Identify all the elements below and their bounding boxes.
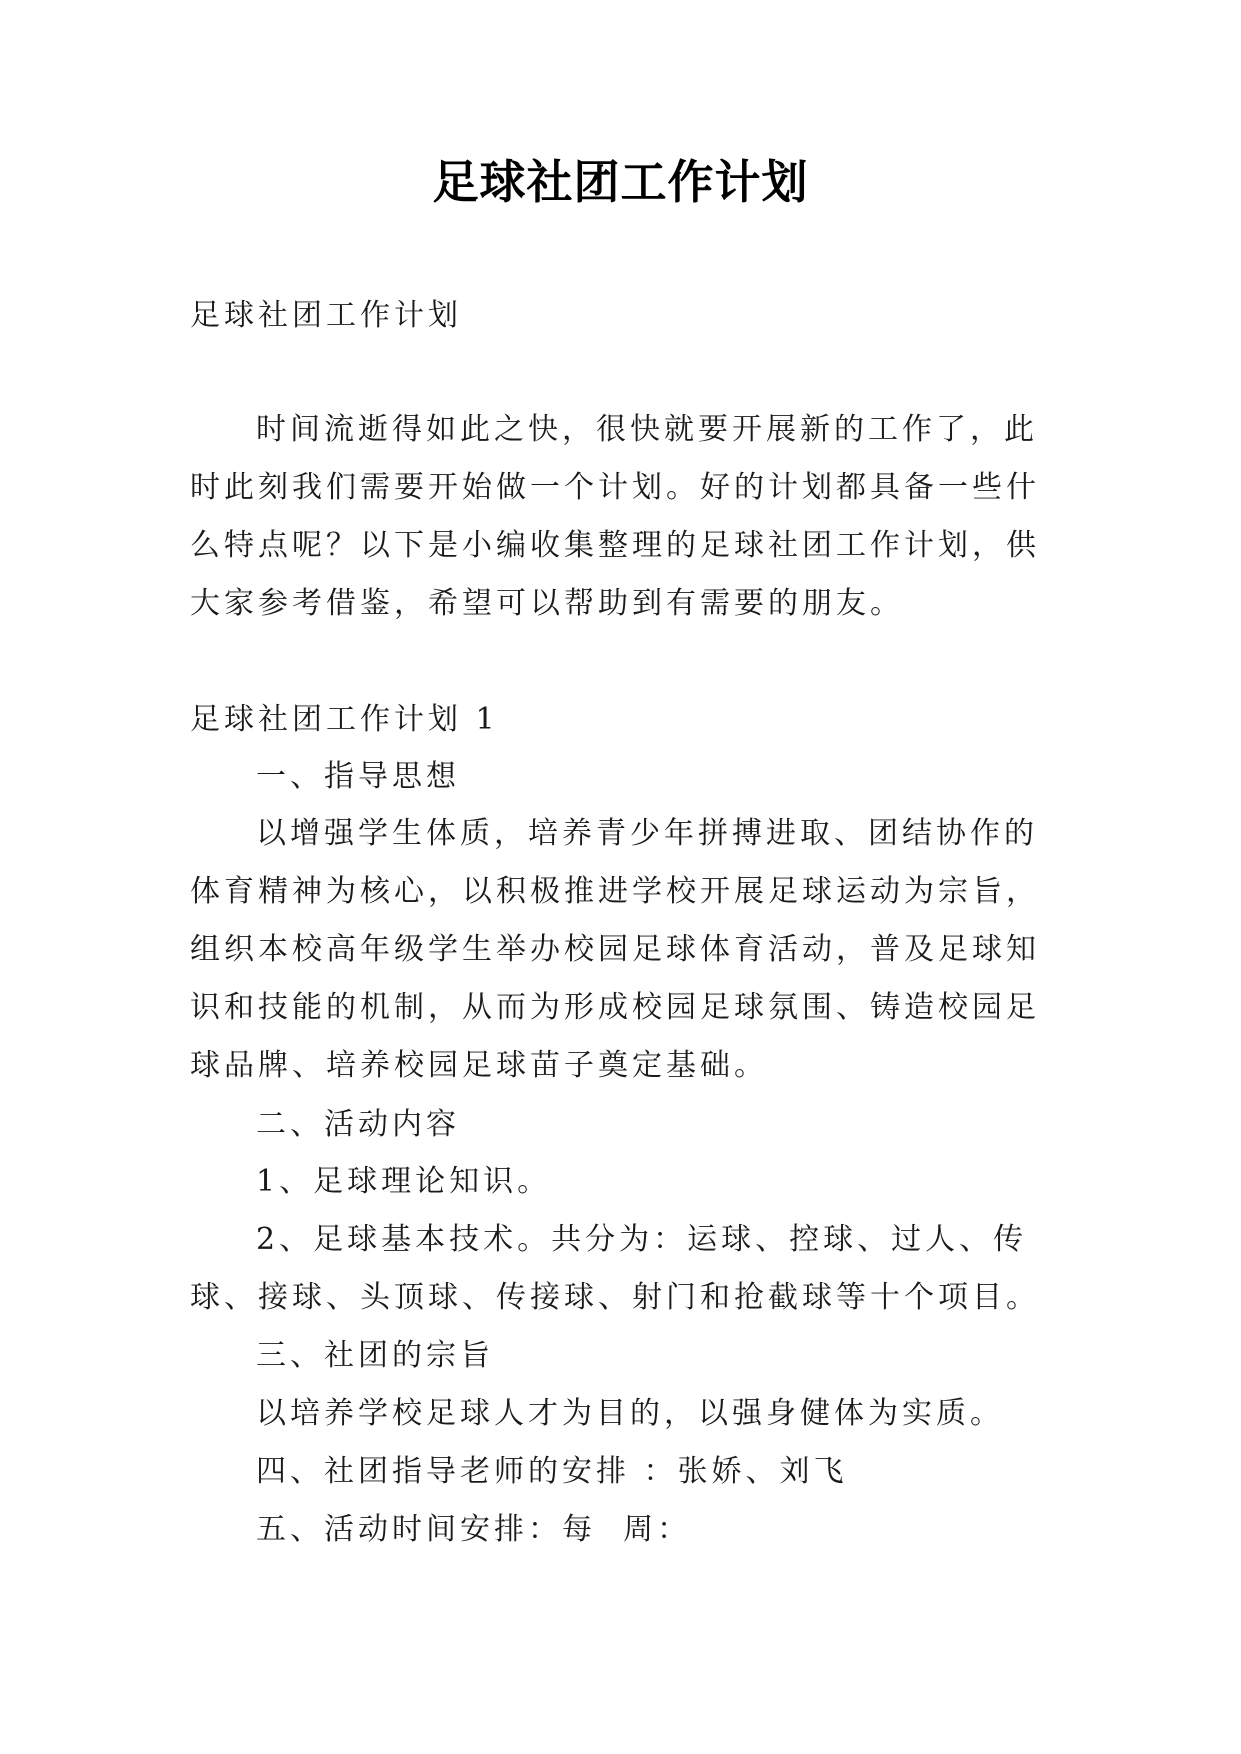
guiding-paragraph: 以增强学生体质，培养青少年拼搏进取、团结协作的体育精神为核心，以积极推进学校开展足球运动为宗旨，组织本校高年级学生举办校园足球体育活动，普及足球知识和技能的机制，从而为形成校园足球氛围、铸造校园足球品牌、培养校园足球苗子奠定基础。	[190, 816, 1040, 1083]
purpose-text: 以培养学校足球人才为目的，以强身健体为实质。	[256, 1396, 1004, 1431]
guiding-heading: 一、指导思想	[256, 759, 460, 794]
schedule-line: 五、活动时间安排：每 周：	[256, 1512, 692, 1547]
content-item-2: 2、足球基本技术。共分为：运球、控球、过人、传球、接球、头顶球、传接球、射门和抢截球等十个项目。	[190, 1222, 1040, 1315]
content-item-1: 1、足球理论知识。	[256, 1164, 552, 1199]
content-heading: 二、活动内容	[256, 1107, 460, 1142]
teachers-line: 四、社团指导老师的安排 ：张娇、刘飞	[256, 1454, 848, 1489]
page-title: 足球社团工作计划	[432, 155, 809, 209]
intro-paragraph: 时间流逝得如此之快，很快就要开展新的工作了，此时此刻我们需要开始做一个计划。好的计划都具备一些什么特点呢？以下是小编收集整理的足球社团工作计划，供大家参考借鉴，希望可以帮助到有需要的朋友。	[190, 412, 1040, 621]
section-heading: 足球社团工作计划 1	[190, 702, 499, 737]
document-subtitle: 足球社团工作计划	[190, 298, 462, 333]
purpose-heading: 三、社团的宗旨	[256, 1338, 494, 1373]
